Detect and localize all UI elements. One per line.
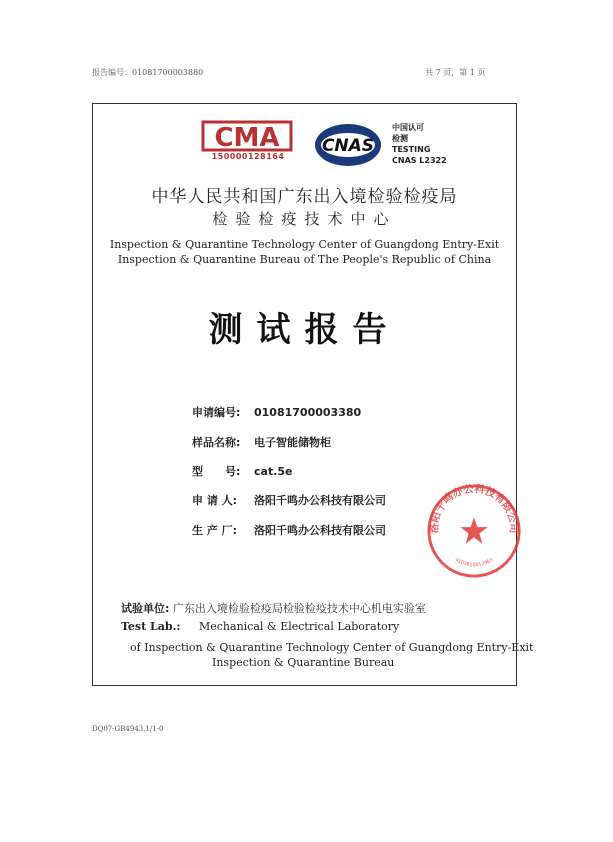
cnas-logo <box>312 121 384 169</box>
test-lab-value-en-3: Inspection & Quarantine Bureau <box>212 656 395 669</box>
svg-text:4103810012963 <box>454 557 494 568</box>
field-sample-name <box>192 434 331 450</box>
cnas-accreditation <box>392 122 447 166</box>
report-title: 测试报告 <box>208 310 401 350</box>
cnas-text: CNAS <box>321 136 375 156</box>
cnas-line: 检测 <box>392 134 408 143</box>
field-value: cat.5e <box>254 465 293 478</box>
org-name-en-2: Inspection & Quarantine Bureau of The People's Republic of China <box>117 253 492 266</box>
test-lab-en <box>121 620 399 633</box>
field-value: 洛阳千鸣办公科技有限公司 <box>254 524 386 537</box>
footer-code: DQ07-GB4943.1/1-0 <box>92 725 164 733</box>
test-lab-cn <box>121 600 426 616</box>
test-lab-value-cn: 广东出入境检验检疫局检验检疫技术中心机电实验室 <box>172 602 426 615</box>
field-model <box>192 463 293 479</box>
field-manufacturer <box>192 522 386 538</box>
field-label: 生 产 厂: <box>192 524 238 537</box>
org-name-cn-1: 中华人民共和国广东出入境检验检疫局 <box>151 187 458 207</box>
seal-number: 4103810012963 <box>453 556 495 569</box>
company-seal <box>425 482 523 580</box>
field-label: 申请编号: <box>192 406 241 419</box>
test-lab-label-cn: 试验单位: <box>121 602 170 615</box>
page-info: 共 7 页，第 1 页 <box>425 68 486 77</box>
field-value: 01081700003380 <box>254 406 362 419</box>
test-lab-value-en-2: of Inspection & Quarantine Technology Center of Guangdong Entry-Exit <box>130 641 534 654</box>
field-applicant <box>192 492 386 508</box>
field-value: 洛阳千鸣办公科技有限公司 <box>254 494 386 507</box>
test-lab-value-en-1: Mechanical & Electrical Laboratory <box>199 620 400 633</box>
org-name-en-1: Inspection & Quarantine Technology Center of Guangdong Entry-Exit <box>109 238 500 251</box>
field-value: 电子智能储物柜 <box>254 436 331 449</box>
cma-logo <box>195 118 301 154</box>
cnas-line: 中国认可 <box>392 123 424 132</box>
test-lab-label-en: Test Lab.: <box>121 620 181 633</box>
field-label: 申 请 人: <box>192 494 238 507</box>
field-application-no <box>192 404 361 420</box>
report-number-header: 报告编号：01081700003880 <box>92 68 204 77</box>
org-name-cn-2: 检验检疫技术中心 <box>212 210 397 228</box>
cma-number: 150000128164 <box>211 152 285 161</box>
cma-text: CMA <box>214 123 280 153</box>
field-label: 样品名称: <box>192 436 241 449</box>
cnas-line: CNAS L2322 <box>392 156 447 165</box>
seal-text: 洛阳千鸣办公科技有限公司 <box>428 482 520 534</box>
cnas-line: TESTING <box>392 145 431 154</box>
field-label: 型 号: <box>192 465 241 478</box>
